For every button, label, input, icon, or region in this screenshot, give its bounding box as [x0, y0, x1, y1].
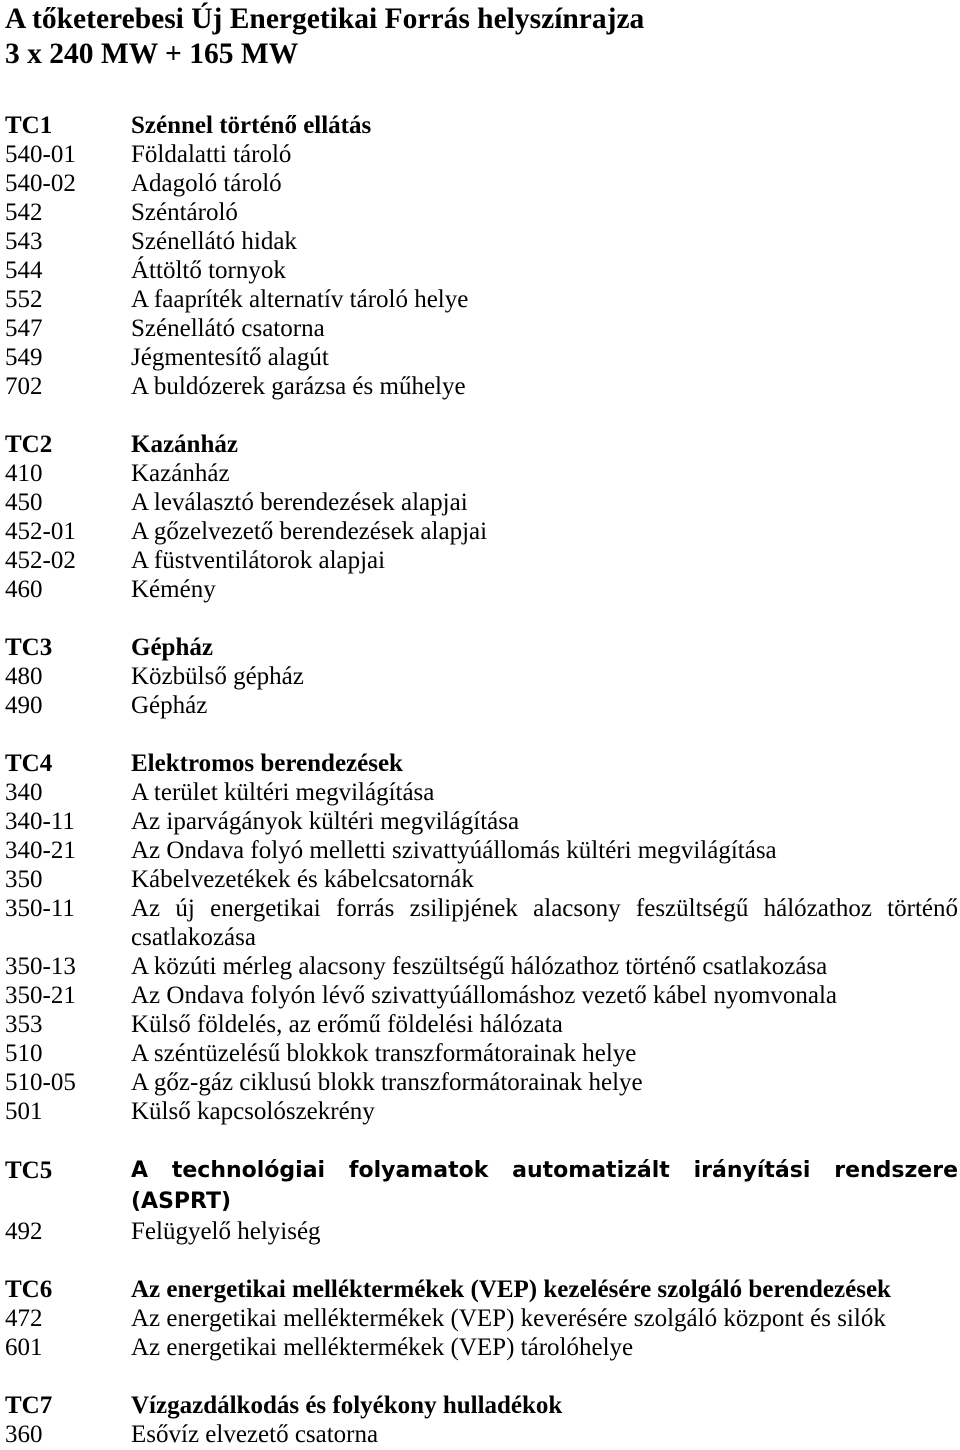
list-item	[5, 1039, 958, 1068]
list-item	[5, 575, 958, 604]
section-code: TC5	[5, 1157, 53, 1184]
item-code: 601	[5, 1334, 43, 1361]
document-header	[5, 2, 955, 72]
item-code: 540-02	[5, 170, 76, 197]
item-code: 490	[5, 692, 43, 719]
item-name: Közbülső gépház	[131, 663, 304, 690]
list-item	[5, 1097, 958, 1126]
item-code: 340-21	[5, 837, 76, 864]
section-code: TC3	[5, 634, 53, 661]
section-heading: Gépház	[131, 634, 213, 661]
item-name: Az energetikai melléktermékek (VEP) keverésére szolgáló központ és silók	[131, 1305, 886, 1332]
item-name: Gépház	[131, 692, 208, 719]
item-name: Kémény	[131, 576, 216, 603]
section-code: TC1	[5, 112, 53, 139]
list-item	[5, 894, 958, 952]
item-code: 510-05	[5, 1069, 76, 1096]
item-code: 452-01	[5, 518, 76, 545]
list-item	[5, 459, 958, 488]
list-item	[5, 285, 958, 314]
item-name: Szénellátó hidak	[131, 228, 297, 255]
section-tc4	[5, 749, 958, 1126]
section-tc5	[5, 1155, 958, 1246]
item-code: 702	[5, 373, 43, 400]
item-name: Külső kapcsolószekrény	[131, 1098, 375, 1125]
item-code: 452-02	[5, 547, 76, 574]
item-code: 510	[5, 1040, 43, 1067]
list-item	[5, 691, 958, 720]
section-heading: Elektromos berendezések	[131, 750, 403, 777]
item-name: Adagoló tároló	[131, 170, 282, 197]
section-tc3	[5, 633, 958, 720]
item-code: 450	[5, 489, 43, 516]
item-name: Az iparvágányok kültéri megvilágítása	[131, 808, 520, 835]
item-name: Az energetikai melléktermékek (VEP) tárolóhelye	[131, 1334, 634, 1361]
item-code: 540-01	[5, 141, 76, 168]
item-name: A terület kültéri megvilágítása	[131, 779, 435, 806]
list-item	[5, 372, 958, 401]
section-code: TC7	[5, 1392, 53, 1419]
list-item	[5, 343, 958, 372]
item-code: 544	[5, 257, 43, 284]
item-name: Széntároló	[131, 199, 238, 226]
list-item	[5, 952, 958, 981]
item-code: 543	[5, 228, 43, 255]
section-tc7	[5, 1391, 958, 1449]
item-code: 547	[5, 315, 43, 342]
section-header	[5, 1155, 958, 1217]
item-name: A faapríték alternatív tároló helye	[131, 286, 469, 313]
list-item	[5, 865, 958, 894]
section-code: TC4	[5, 750, 53, 777]
section-code: TC2	[5, 431, 53, 458]
item-code: 360	[5, 1421, 43, 1448]
item-code: 460	[5, 576, 43, 603]
list-item	[5, 488, 958, 517]
legend-list	[5, 111, 958, 1449]
item-code: 501	[5, 1098, 43, 1125]
section-tc6	[5, 1275, 958, 1362]
section-heading: A technológiai folyamatok automatizált irányítási rendszere (ASPRT)	[131, 1158, 958, 1214]
list-item	[5, 517, 958, 546]
item-code: 353	[5, 1011, 43, 1038]
item-name: Esővíz elvezető csatorna	[131, 1421, 379, 1448]
list-item	[5, 836, 958, 865]
item-code: 350-21	[5, 982, 76, 1009]
item-name: A közúti mérleg alacsony feszültségű hálózathoz történő csatlakozása	[131, 953, 828, 980]
item-name: Áttöltő tornyok	[131, 257, 286, 284]
section-heading: Kazánház	[131, 431, 238, 458]
list-item	[5, 1217, 958, 1246]
item-name: Az új energetikai forrás zsilipjének alacsony feszültségű hálózathoz történő csatlakozása	[131, 895, 958, 951]
item-name: Felügyelő helyiség	[131, 1218, 321, 1245]
item-name: Szénellátó csatorna	[131, 315, 325, 342]
section-tc1	[5, 111, 958, 401]
item-code: 340-11	[5, 808, 75, 835]
section-header	[5, 1391, 958, 1420]
section-header	[5, 749, 958, 778]
item-name: A buldózerek garázsa és műhelye	[131, 373, 466, 400]
list-item	[5, 662, 958, 691]
section-code: TC6	[5, 1276, 53, 1303]
section-heading: Vízgazdálkodás és folyékony hulladékok	[131, 1392, 563, 1419]
list-item	[5, 256, 958, 285]
item-name: A leválasztó berendezések alapjai	[131, 489, 468, 516]
document-title: A tőketerebesi Új Energetikai Forrás helyszínrajza	[5, 3, 645, 35]
list-item	[5, 981, 958, 1010]
item-code: 350-13	[5, 953, 76, 980]
section-heading: Az energetikai melléktermékek (VEP) kezelésére szolgáló berendezések	[131, 1276, 891, 1303]
item-code: 350	[5, 866, 43, 893]
list-item	[5, 140, 958, 169]
list-item	[5, 1010, 958, 1039]
list-item	[5, 227, 958, 256]
section-header	[5, 1275, 958, 1304]
section-header	[5, 633, 958, 662]
section-tc2	[5, 430, 958, 604]
item-code: 552	[5, 286, 43, 313]
item-name: A gőzelvezető berendezések alapjai	[131, 518, 488, 545]
list-item	[5, 1333, 958, 1362]
item-name: Földalatti tároló	[131, 141, 292, 168]
section-header	[5, 430, 958, 459]
item-code: 542	[5, 199, 43, 226]
list-item	[5, 778, 958, 807]
list-item	[5, 1304, 958, 1333]
list-item	[5, 314, 958, 343]
list-item	[5, 807, 958, 836]
list-item	[5, 169, 958, 198]
item-code: 492	[5, 1218, 43, 1245]
section-header	[5, 111, 958, 140]
item-name: Jégmentesítő alagút	[131, 344, 329, 371]
item-name: A széntüzelésű blokkok transzformátorainak helye	[131, 1040, 637, 1067]
list-item	[5, 198, 958, 227]
item-code: 549	[5, 344, 43, 371]
item-name: A gőz-gáz ciklusú blokk transzformátorainak helye	[131, 1069, 643, 1096]
item-code: 340	[5, 779, 43, 806]
item-name: Kazánház	[131, 460, 230, 487]
item-code: 410	[5, 460, 43, 487]
item-name: Kábelvezetékek és kábelcsatornák	[131, 866, 474, 893]
document-subtitle: 3 x 240 MW + 165 MW	[5, 38, 299, 70]
item-code: 480	[5, 663, 43, 690]
item-name: Az Ondava folyó melletti szivattyúállomás kültéri megvilágítása	[131, 837, 777, 864]
list-item	[5, 1068, 958, 1097]
list-item	[5, 546, 958, 575]
item-name: A füstventilátorok alapjai	[131, 547, 386, 574]
section-heading: Szénnel történő ellátás	[131, 112, 372, 139]
item-name: Az Ondava folyón lévő szivattyúállomáshoz vezető kábel nyomvonala	[131, 982, 838, 1009]
list-item	[5, 1420, 958, 1449]
item-name: Külső földelés, az erőmű földelési hálózata	[131, 1011, 563, 1038]
item-code: 472	[5, 1305, 43, 1332]
item-code: 350-11	[5, 895, 75, 922]
